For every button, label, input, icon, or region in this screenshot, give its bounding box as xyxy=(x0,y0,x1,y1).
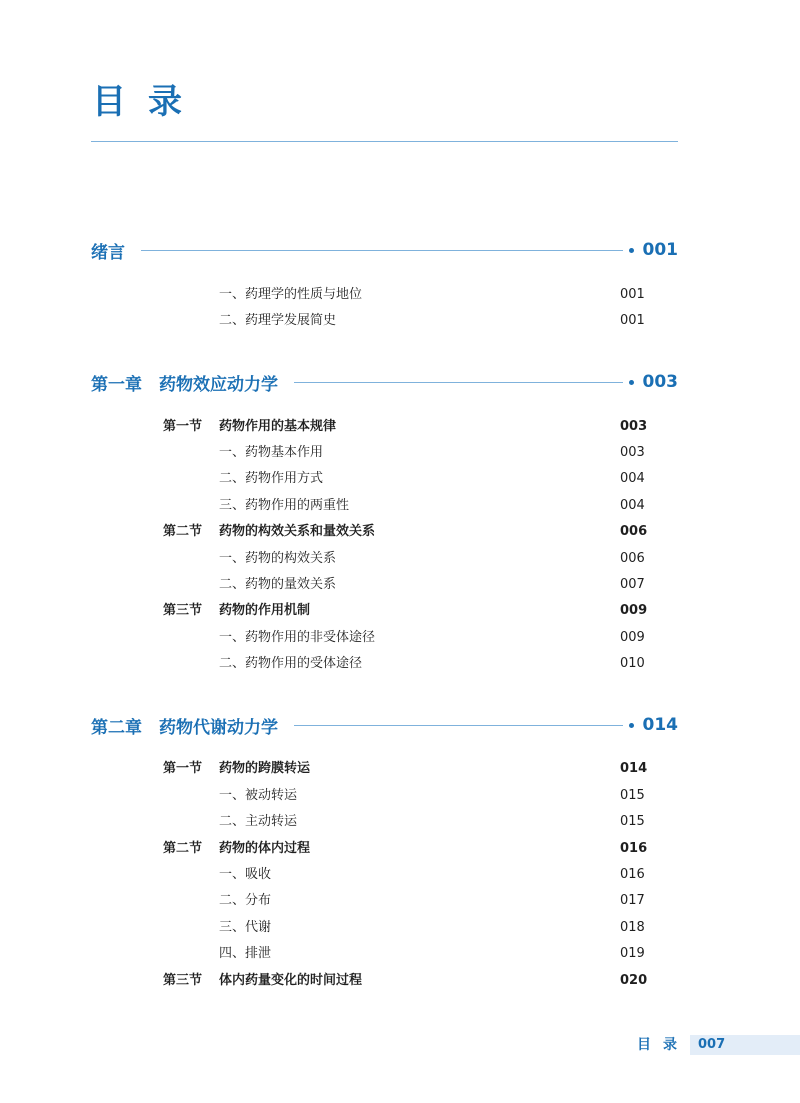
toc-item-title: 一、药物的构效关系 xyxy=(219,551,337,566)
toc-section-label: 第一节 xyxy=(163,419,203,434)
toc-item-title: 一、药物基本作用 xyxy=(219,445,324,460)
toc-section-page: 009 xyxy=(620,603,648,618)
toc-item-page: 018 xyxy=(620,920,645,935)
chapter-title: 第一章 药物效应动力学 xyxy=(91,374,278,395)
toc-item-page: 001 xyxy=(620,313,645,328)
toc-section-page: 014 xyxy=(620,761,648,776)
toc-item-page: 017 xyxy=(620,893,645,908)
toc-item-page: 004 xyxy=(620,498,645,513)
leader-line xyxy=(294,382,623,383)
chapter-title: 第二章 药物代谢动力学 xyxy=(91,717,278,738)
title-rule xyxy=(91,141,678,142)
leader-line xyxy=(141,250,623,251)
toc-item-title: 一、药理学的性质与地位 xyxy=(219,287,363,302)
chapter-heading[interactable] xyxy=(91,712,678,738)
footer-page-number: 007 xyxy=(698,1037,726,1052)
toc-section-title: 药物的作用机制 xyxy=(219,603,311,618)
toc-section-label: 第二节 xyxy=(163,524,203,539)
toc-item-page: 003 xyxy=(620,445,645,460)
toc-section-title: 体内药量变化的时间过程 xyxy=(219,973,363,988)
toc-item-page: 019 xyxy=(620,946,645,961)
toc-section-title: 药物的构效关系和量效关系 xyxy=(219,524,376,539)
toc-item-title: 二、药物作用的受体途径 xyxy=(219,656,363,671)
toc-item-title: 二、药物的量效关系 xyxy=(219,577,337,592)
toc-item-page: 015 xyxy=(620,788,645,803)
toc-section-page: 003 xyxy=(620,419,648,434)
toc-section-page: 020 xyxy=(620,973,648,988)
toc-section-page: 016 xyxy=(620,841,648,856)
toc-item-title: 四、排泄 xyxy=(219,946,272,961)
toc-item-page: 006 xyxy=(620,551,645,566)
toc-item-page: 001 xyxy=(620,287,645,302)
chapter-page-number: 014 xyxy=(642,715,678,735)
toc-item-page: 016 xyxy=(620,867,645,882)
toc-item-title: 三、代谢 xyxy=(219,920,272,935)
page-title: 目录 xyxy=(92,82,204,122)
chapter-title: 绪言 xyxy=(91,242,125,263)
toc-section-title: 药物的跨膜转运 xyxy=(219,761,311,776)
toc-item-title: 一、吸收 xyxy=(219,867,272,882)
chapter-heading[interactable] xyxy=(91,369,678,395)
footer-title: 目录 xyxy=(637,1037,689,1053)
toc-section-label: 第一节 xyxy=(163,761,203,776)
toc-item-page: 004 xyxy=(620,471,645,486)
toc-section-label: 第三节 xyxy=(163,603,203,618)
toc-item-title: 三、药物作用的两重性 xyxy=(219,498,350,513)
toc-section-title: 药物的体内过程 xyxy=(219,841,311,856)
leader-dot xyxy=(629,723,634,728)
toc-item-title: 二、分布 xyxy=(219,893,272,908)
toc-item-page: 007 xyxy=(620,577,645,592)
toc-item-page: 015 xyxy=(620,814,645,829)
toc-section-label: 第二节 xyxy=(163,841,203,856)
chapter-page-number: 003 xyxy=(642,372,678,392)
toc-item-title: 一、药物作用的非受体途径 xyxy=(219,630,376,645)
chapter-page-number: 001 xyxy=(642,240,678,260)
leader-dot xyxy=(629,248,634,253)
leader-dot xyxy=(629,380,634,385)
toc-section-label: 第三节 xyxy=(163,973,203,988)
toc-item-title: 二、药物作用方式 xyxy=(219,471,324,486)
leader-line xyxy=(294,725,623,726)
toc-item-title: 一、被动转运 xyxy=(219,788,298,803)
toc-item-page: 009 xyxy=(620,630,645,645)
toc-item-title: 二、主动转运 xyxy=(219,814,298,829)
toc-item-page: 010 xyxy=(620,656,645,671)
chapter-heading[interactable] xyxy=(91,237,678,263)
toc-section-page: 006 xyxy=(620,524,648,539)
toc-item-title: 二、药理学发展简史 xyxy=(219,313,337,328)
toc-section-title: 药物作用的基本规律 xyxy=(219,419,337,434)
